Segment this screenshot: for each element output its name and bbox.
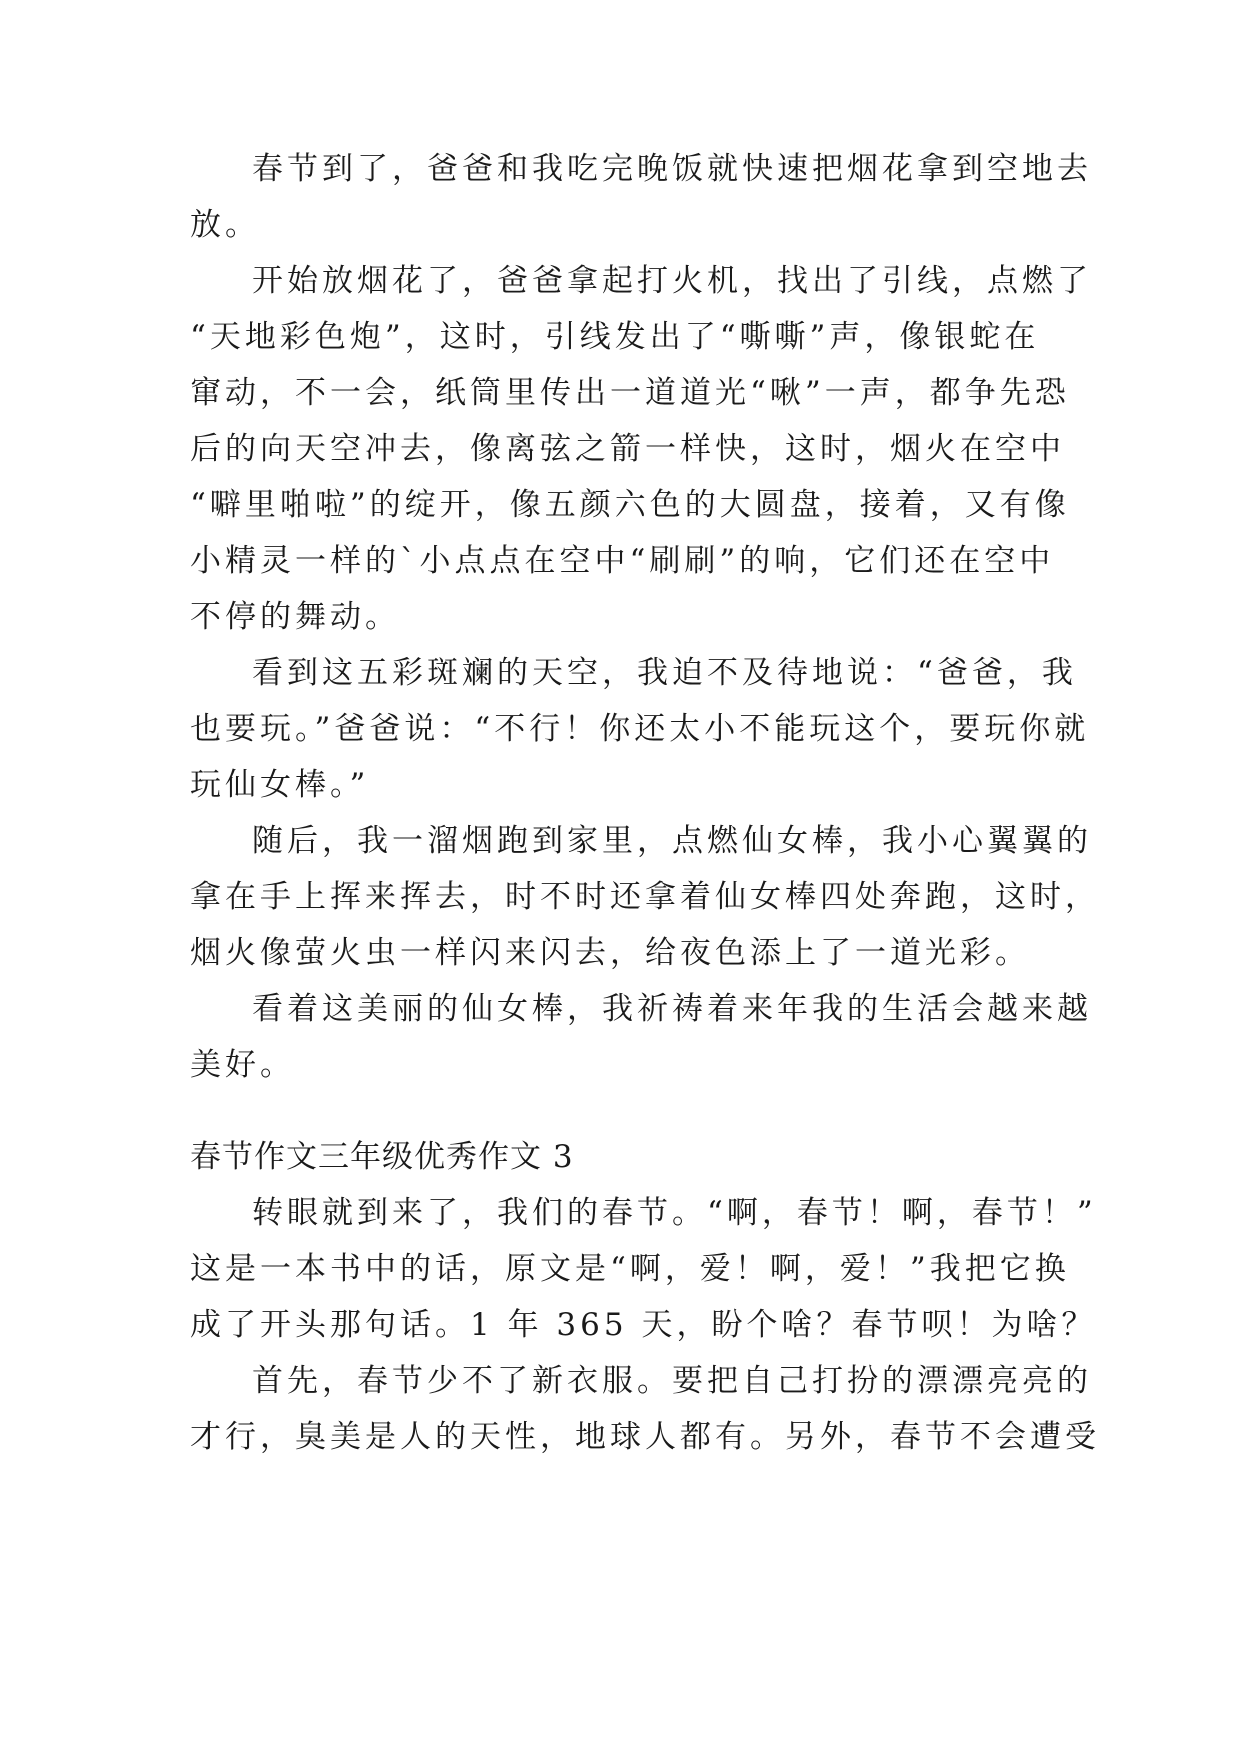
paragraph-line: 随后，我一溜烟跑到家里，点燃仙女棒，我小心翼翼的 <box>252 823 1092 859</box>
paragraph-line: 转眼就到来了，我们的春节。“啊，春节！啊，春节！” <box>252 1195 1097 1231</box>
paragraph-line: 后的向天空冲去，像离弦之箭一样快，这时，烟火在空中 <box>190 431 1065 467</box>
paragraph-line: 才行，臭美是人的天性，地球人都有。另外，春节不会遭受 <box>190 1419 1100 1455</box>
paragraph-line: 放。 <box>190 207 260 243</box>
paragraph-line: 窜动，不一会，纸筒里传出一道道光“啾”一声，都争先恐 <box>190 375 1070 411</box>
paragraph-line: 开始放烟花了，爸爸拿起打火机，找出了引线，点燃了 <box>252 263 1092 299</box>
paragraph-line: 拿在手上挥来挥去，时不时还拿着仙女棒四处奔跑，这时， <box>190 879 1100 915</box>
paragraph-line: 玩仙女棒。” <box>190 767 370 803</box>
paragraph-line: 首先，春节少不了新衣服。要把自己打扮的漂漂亮亮的 <box>252 1363 1092 1399</box>
paragraph-line: 看到这五彩斑斓的天空，我迫不及待地说：“爸爸，我 <box>252 655 1077 691</box>
essay-title: 春节作文三年级优秀作文 3 <box>190 1139 574 1175</box>
paragraph-line: 不停的舞动。 <box>190 599 400 635</box>
paragraph-line: 看着这美丽的仙女棒，我祈祷着来年我的生活会越来越 <box>252 991 1092 1027</box>
paragraph-line: 美好。 <box>190 1047 295 1083</box>
paragraph-line: 小精灵一样的`小点点在空中“刷刷”的响，它们还在空中 <box>190 543 1055 579</box>
paragraph-line: 这是一本书中的话，原文是“啊，爱！啊，爱！”我把它换 <box>190 1251 1070 1287</box>
paragraph-line: “天地彩色炮”，这时，引线发出了“嘶嘶”声，像银蛇在 <box>190 319 1040 355</box>
paragraph-line: 成了开头那句话。1 年 365 天，盼个啥？春节呗！为啥？ <box>190 1307 1097 1343</box>
paragraph-line: 烟火像萤火虫一样闪来闪去，给夜色添上了一道光彩。 <box>190 935 1030 971</box>
paragraph-line: 也要玩。”爸爸说：“不行！你还太小不能玩这个，要玩你就 <box>190 711 1090 747</box>
paragraph-line: 春节到了，爸爸和我吃完晚饭就快速把烟花拿到空地去 <box>252 151 1092 187</box>
paragraph-line: “噼里啪啦”的绽开，像五颜六色的大圆盘，接着，又有像 <box>190 487 1070 523</box>
